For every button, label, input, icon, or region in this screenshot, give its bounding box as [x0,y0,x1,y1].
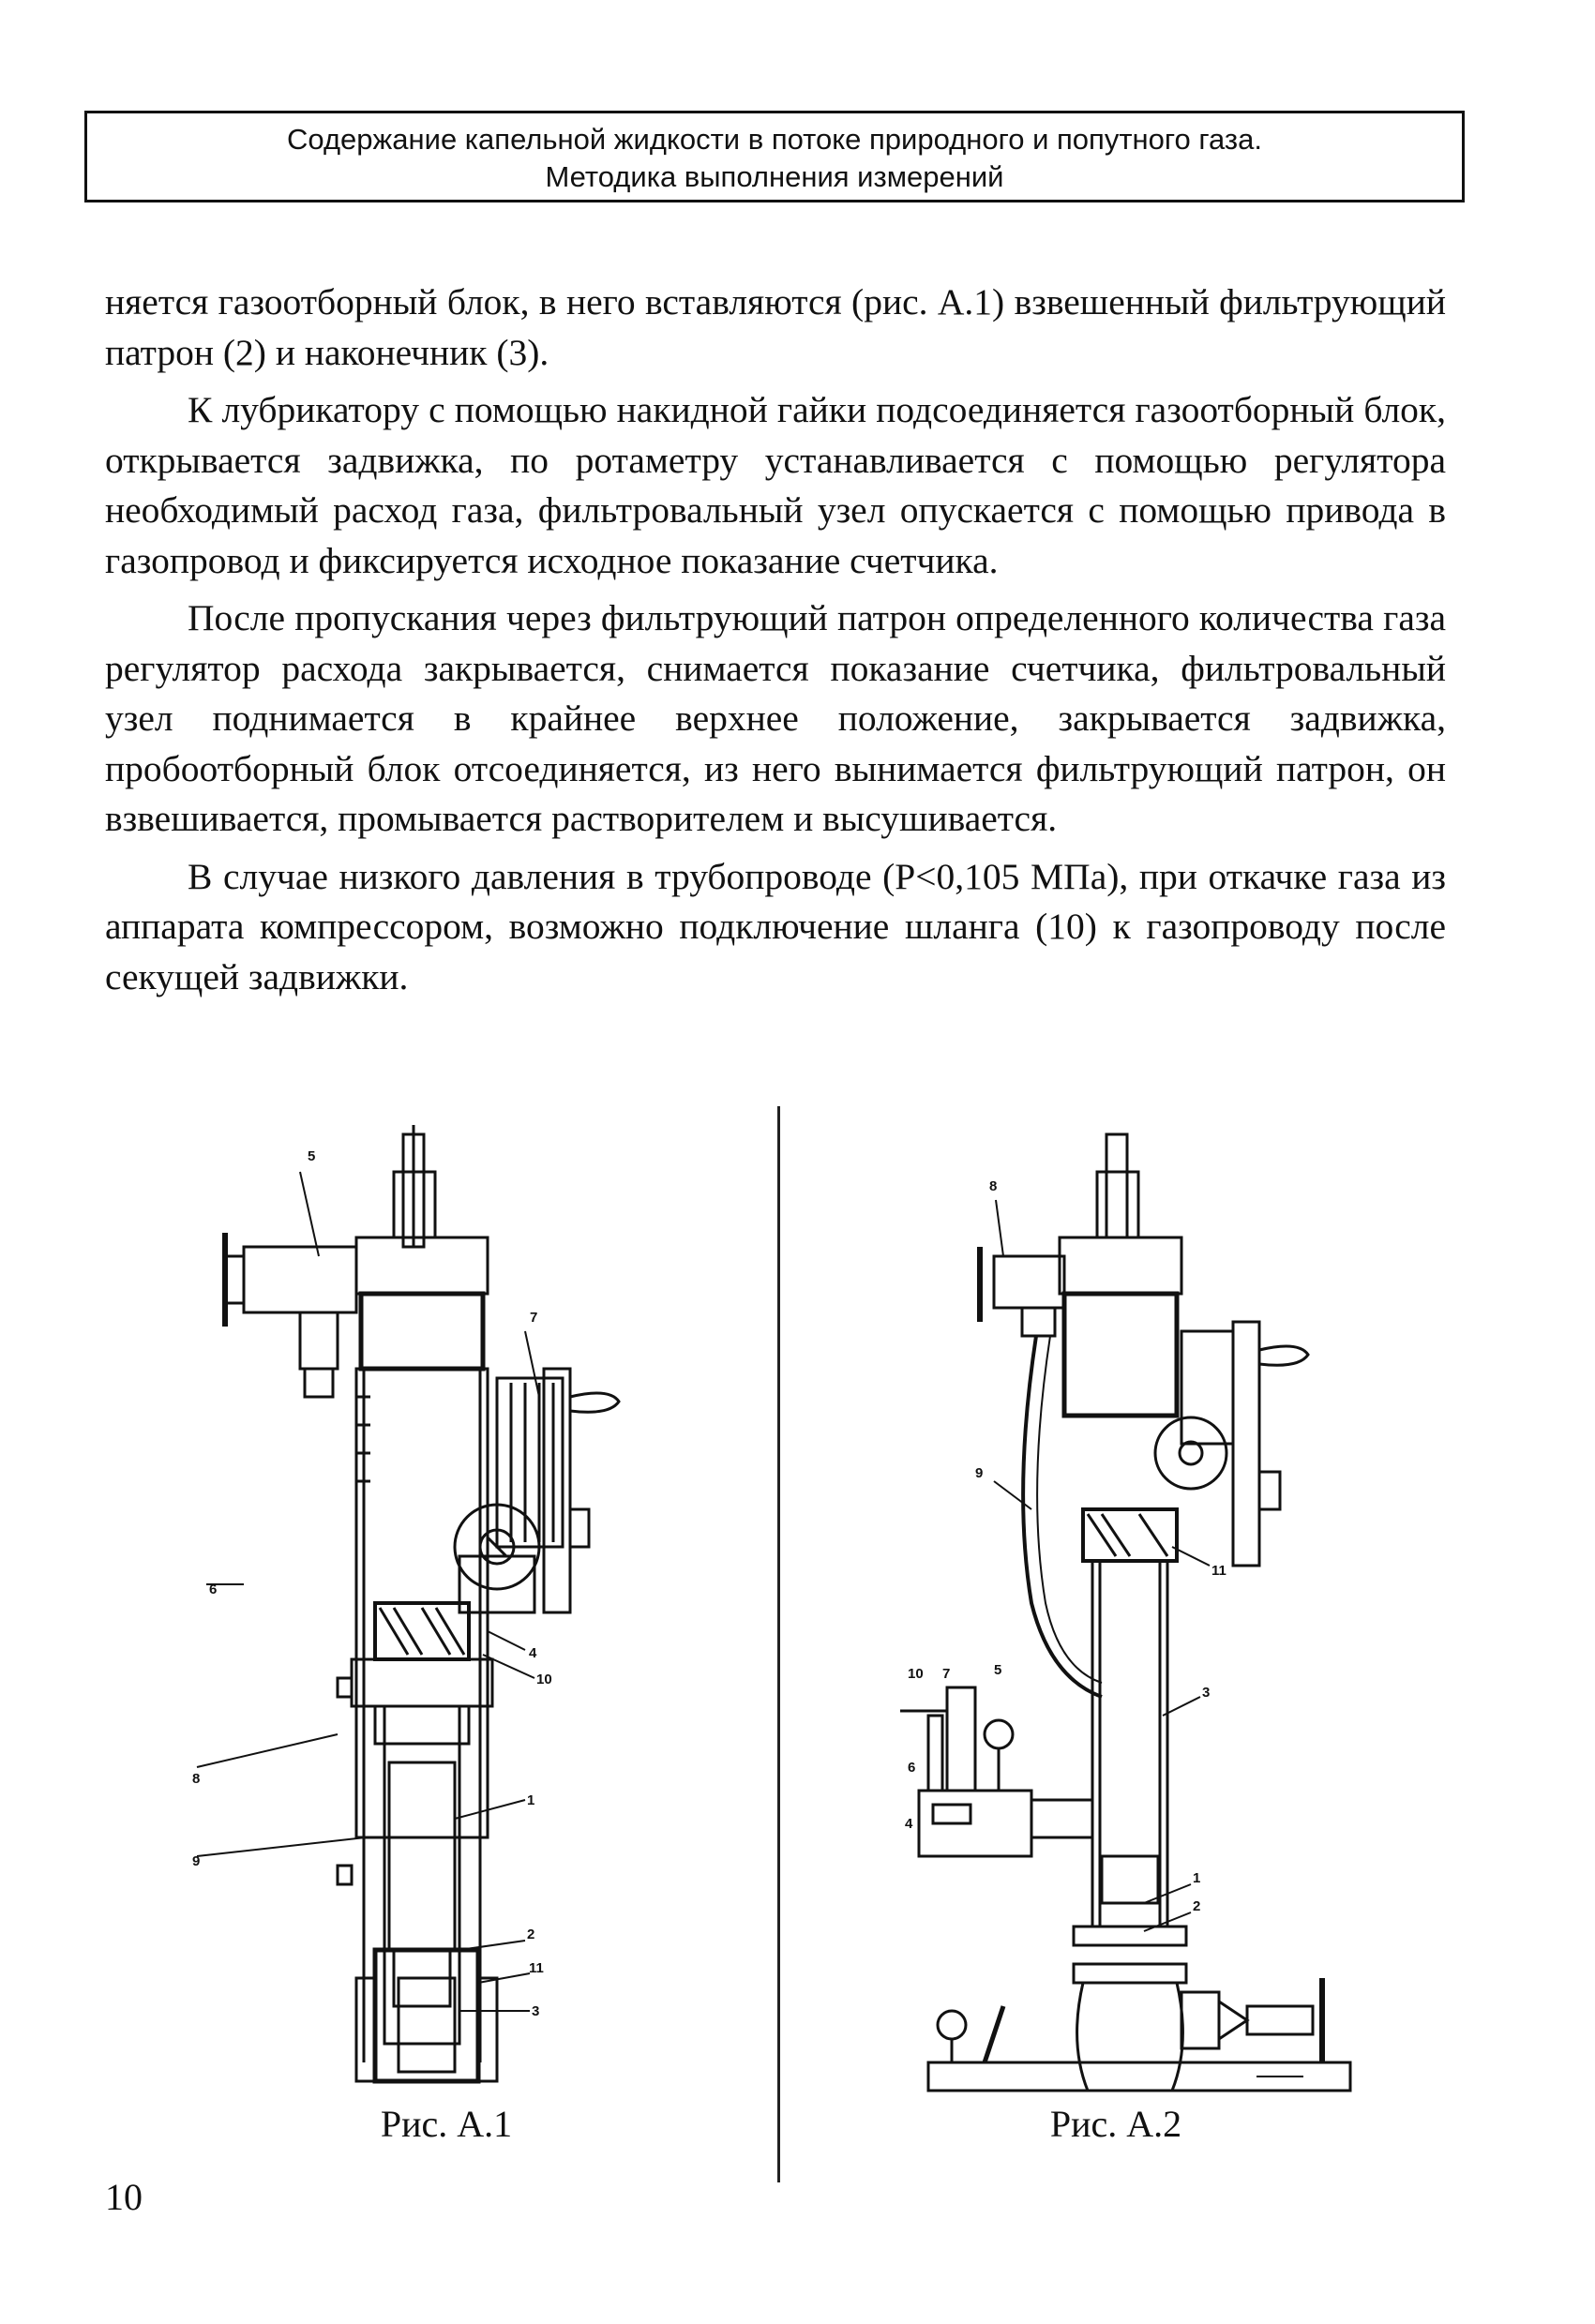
fig1-label-2: 2 [527,1927,535,1942]
fig2-label-1: 1 [1193,1870,1201,1886]
fig1-label-8: 8 [192,1771,201,1787]
fig2-label-7: 7 [942,1666,951,1682]
paragraph-1: няется газоотборный блок, в него вставляются (рис. А.1) взвешенный фильтрующий патрон (2) и наконечник (3). [105,281,1446,373]
paragraph-3: После пропускания через фильтрующий патрон определенного количества газа регулятор расхода закрывается, снимается показание счетчика, фильтровальный узел поднимается в крайнее верхнее положение, закрывается задвижка, пробоотборный блок отсоединяется, из него вынимается фильтрующий патрон, он взвешивается, промывается растворителем и высушивается. [105,597,1446,839]
fig1-label-1: 1 [527,1792,535,1808]
body-text [105,277,1446,1002]
fig2-label-8: 8 [989,1178,998,1194]
fig2-label-11: 11 [1211,1563,1226,1579]
header-title-line2: Методика выполнения измерений [545,160,1004,193]
fig2-label-6: 6 [908,1760,916,1776]
fig2-label-4: 4 [905,1816,913,1832]
fig2-label-5: 5 [994,1662,1002,1678]
fig1-label-9: 9 [192,1853,201,1869]
fig1-label-4: 4 [529,1645,537,1661]
page-number: 10 [105,2176,143,2218]
fig1-label-6: 6 [209,1582,218,1597]
fig1-label-10: 10 [536,1672,552,1687]
fig2-label-9: 9 [975,1465,984,1481]
fig1-label-11: 11 [529,1960,544,1976]
fig1-label-7: 7 [530,1310,538,1326]
figure-a1-drawing [192,1116,675,2091]
fig2-label-3: 3 [1202,1685,1211,1701]
figure-divider [777,1106,780,2182]
fig2-label-2: 2 [1193,1898,1201,1914]
header-title-line1: Содержание капельной жидкости в потоке природного и попутного газа. [287,123,1262,156]
running-header [84,111,1465,202]
fig2-label-10: 10 [908,1666,924,1682]
figure-a2-drawing [891,1116,1378,2091]
fig1-label-3: 3 [532,2003,540,2019]
figure-a2-caption: Рис. А.2 [1049,2103,1182,2145]
paragraph-4: В случае низкого давления в трубопроводе (Р<0,105 МПа), при откачке газа из аппарата компрессором, возможно подключение шланга (10) к газопроводу после секущей задвижки. [105,855,1446,997]
paragraph-2: К лубрикатору с помощью накидной гайки подсоединяется газоотборный блок, открывается задвижка, по ротаметру устанавливается с помощью регулятора необходимый расход газа, фильтровальный узел опускается с помощью привода в газопровод и фиксируется исходное показание счетчика. [105,389,1446,581]
fig1-label-5: 5 [308,1148,316,1164]
figure-a1-caption: Рис. А.1 [380,2103,513,2145]
